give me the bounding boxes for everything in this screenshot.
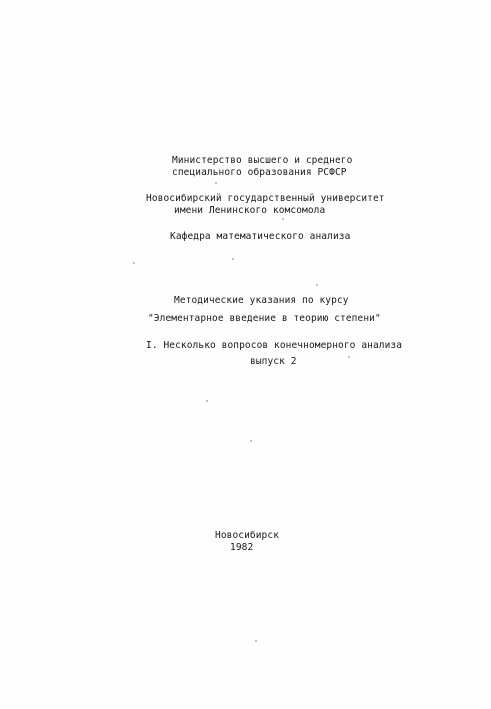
department-name: Кафедра математического анализа [170,231,351,242]
scan-speck [282,218,284,220]
publication-year: 1982 [230,542,254,553]
ministry-line-1: Министерство высшего и среднего [172,155,353,166]
university-line-2: имени Ленинского комсомола [174,205,326,216]
scan-speck [250,440,252,442]
part-title: I. Несколько вопросов конечномерного анализа [146,340,403,351]
issue-number: выпуск 2 [250,356,297,367]
university-line-1: Новосибирский государственный университет [146,193,385,204]
scan-speck [348,356,350,358]
course-title: "Элементарное введение в теорию степени" [148,313,381,324]
scan-speck [215,182,217,184]
publication-city: Новосибирск [215,530,280,541]
scan-speck [133,262,135,264]
scan-speck [255,640,257,642]
document-subtitle: Методические указания по курсу [174,295,349,306]
scan-speck [206,400,208,402]
ministry-line-2: специального образования РСФСР [172,167,347,178]
scan-speck [316,284,318,286]
scan-speck [232,258,234,260]
